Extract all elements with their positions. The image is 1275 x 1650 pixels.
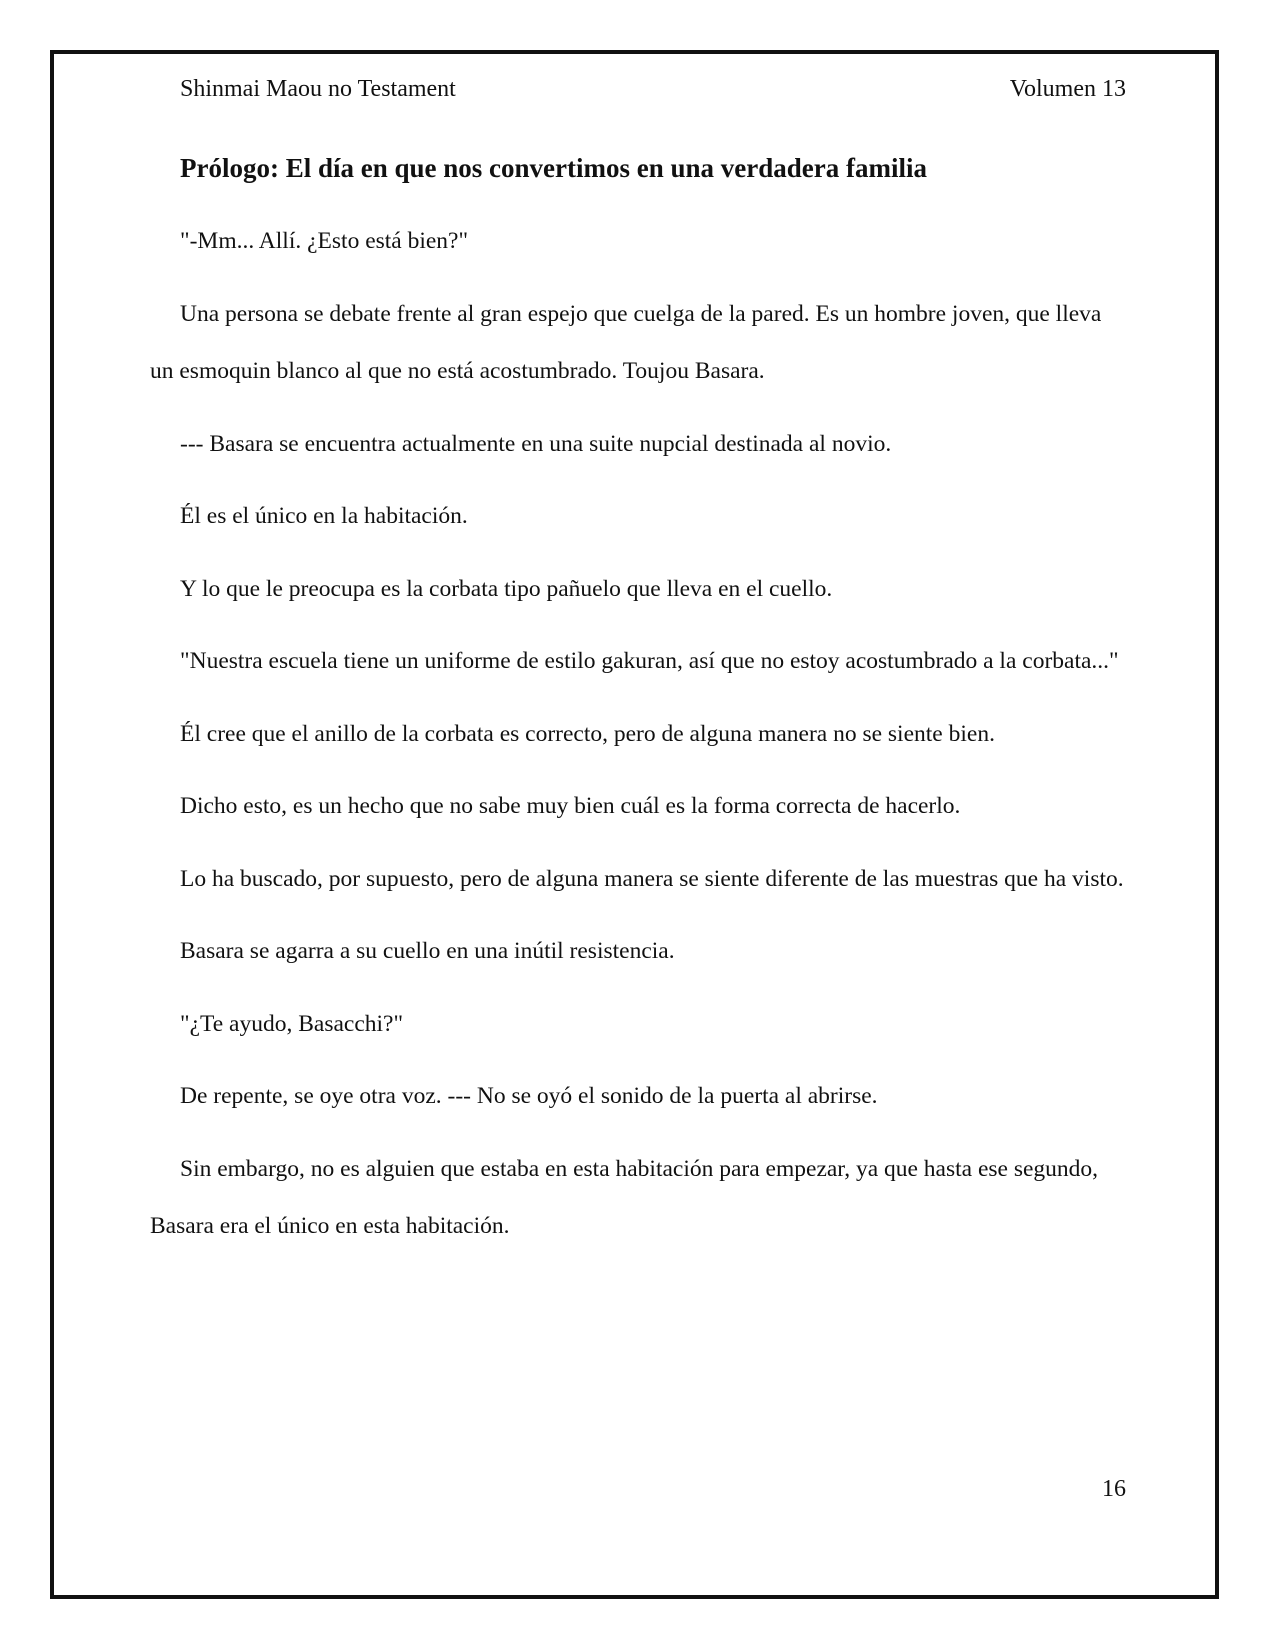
page-number: 16 bbox=[1102, 1476, 1126, 1502]
paragraph: "-Mm... Allí. ¿Esto está bien?" bbox=[180, 228, 469, 254]
paragraph: Lo ha buscado, por supuesto, pero de alguna manera se siente diferente de las muestras que ha visto. bbox=[180, 865, 1124, 892]
chapter-title: Prólogo: El día en que nos convertimos en una verdadera familia bbox=[180, 153, 927, 183]
volume-label: Volumen 13 bbox=[1009, 76, 1126, 102]
running-header bbox=[180, 72, 1126, 106]
paragraph: "¿Te ayudo, Basacchi?" bbox=[180, 1010, 404, 1037]
paragraph: Y lo que le preocupa es la corbata tipo pañuelo que lleva en el cuello. bbox=[180, 575, 833, 602]
series-title: Shinmai Maou no Testament bbox=[180, 76, 456, 102]
paragraph: Basara se agarra a su cuello en una inútil resistencia. bbox=[180, 938, 675, 964]
paragraph: Dicho esto, es un hecho que no sabe muy bien cuál es la forma correcta de hacerlo. bbox=[180, 793, 961, 819]
body-text bbox=[150, 213, 1126, 1271]
paragraph: De repente, se oye otra voz. --- No se oyó el sonido de la puerta al abrirse. bbox=[180, 1083, 878, 1109]
paragraph: "Nuestra escuela tiene un uniforme de estilo gakuran, así que no estoy acostumbrado a la corbata..." bbox=[180, 648, 1119, 674]
paragraph: Él es el único en la habitación. bbox=[180, 503, 468, 529]
paragraph: Sin embargo, no es alguien que estaba en esta habitación para empezar, ya que hasta ese segundo, Basara era el único en esta habitación. bbox=[150, 1155, 1099, 1239]
paragraph: Él cree que el anillo de la corbata es correcto, pero de alguna manera no se siente bien. bbox=[180, 720, 995, 747]
paragraph: Una persona se debate frente al gran espejo que cuelga de la pared. Es un hombre joven, que lleva un esmoquin blanco al que no está acostumbrado. Toujou Basara. bbox=[150, 300, 1102, 384]
paragraph: --- Basara se encuentra actualmente en una suite nupcial destinada al novio. bbox=[180, 430, 892, 457]
